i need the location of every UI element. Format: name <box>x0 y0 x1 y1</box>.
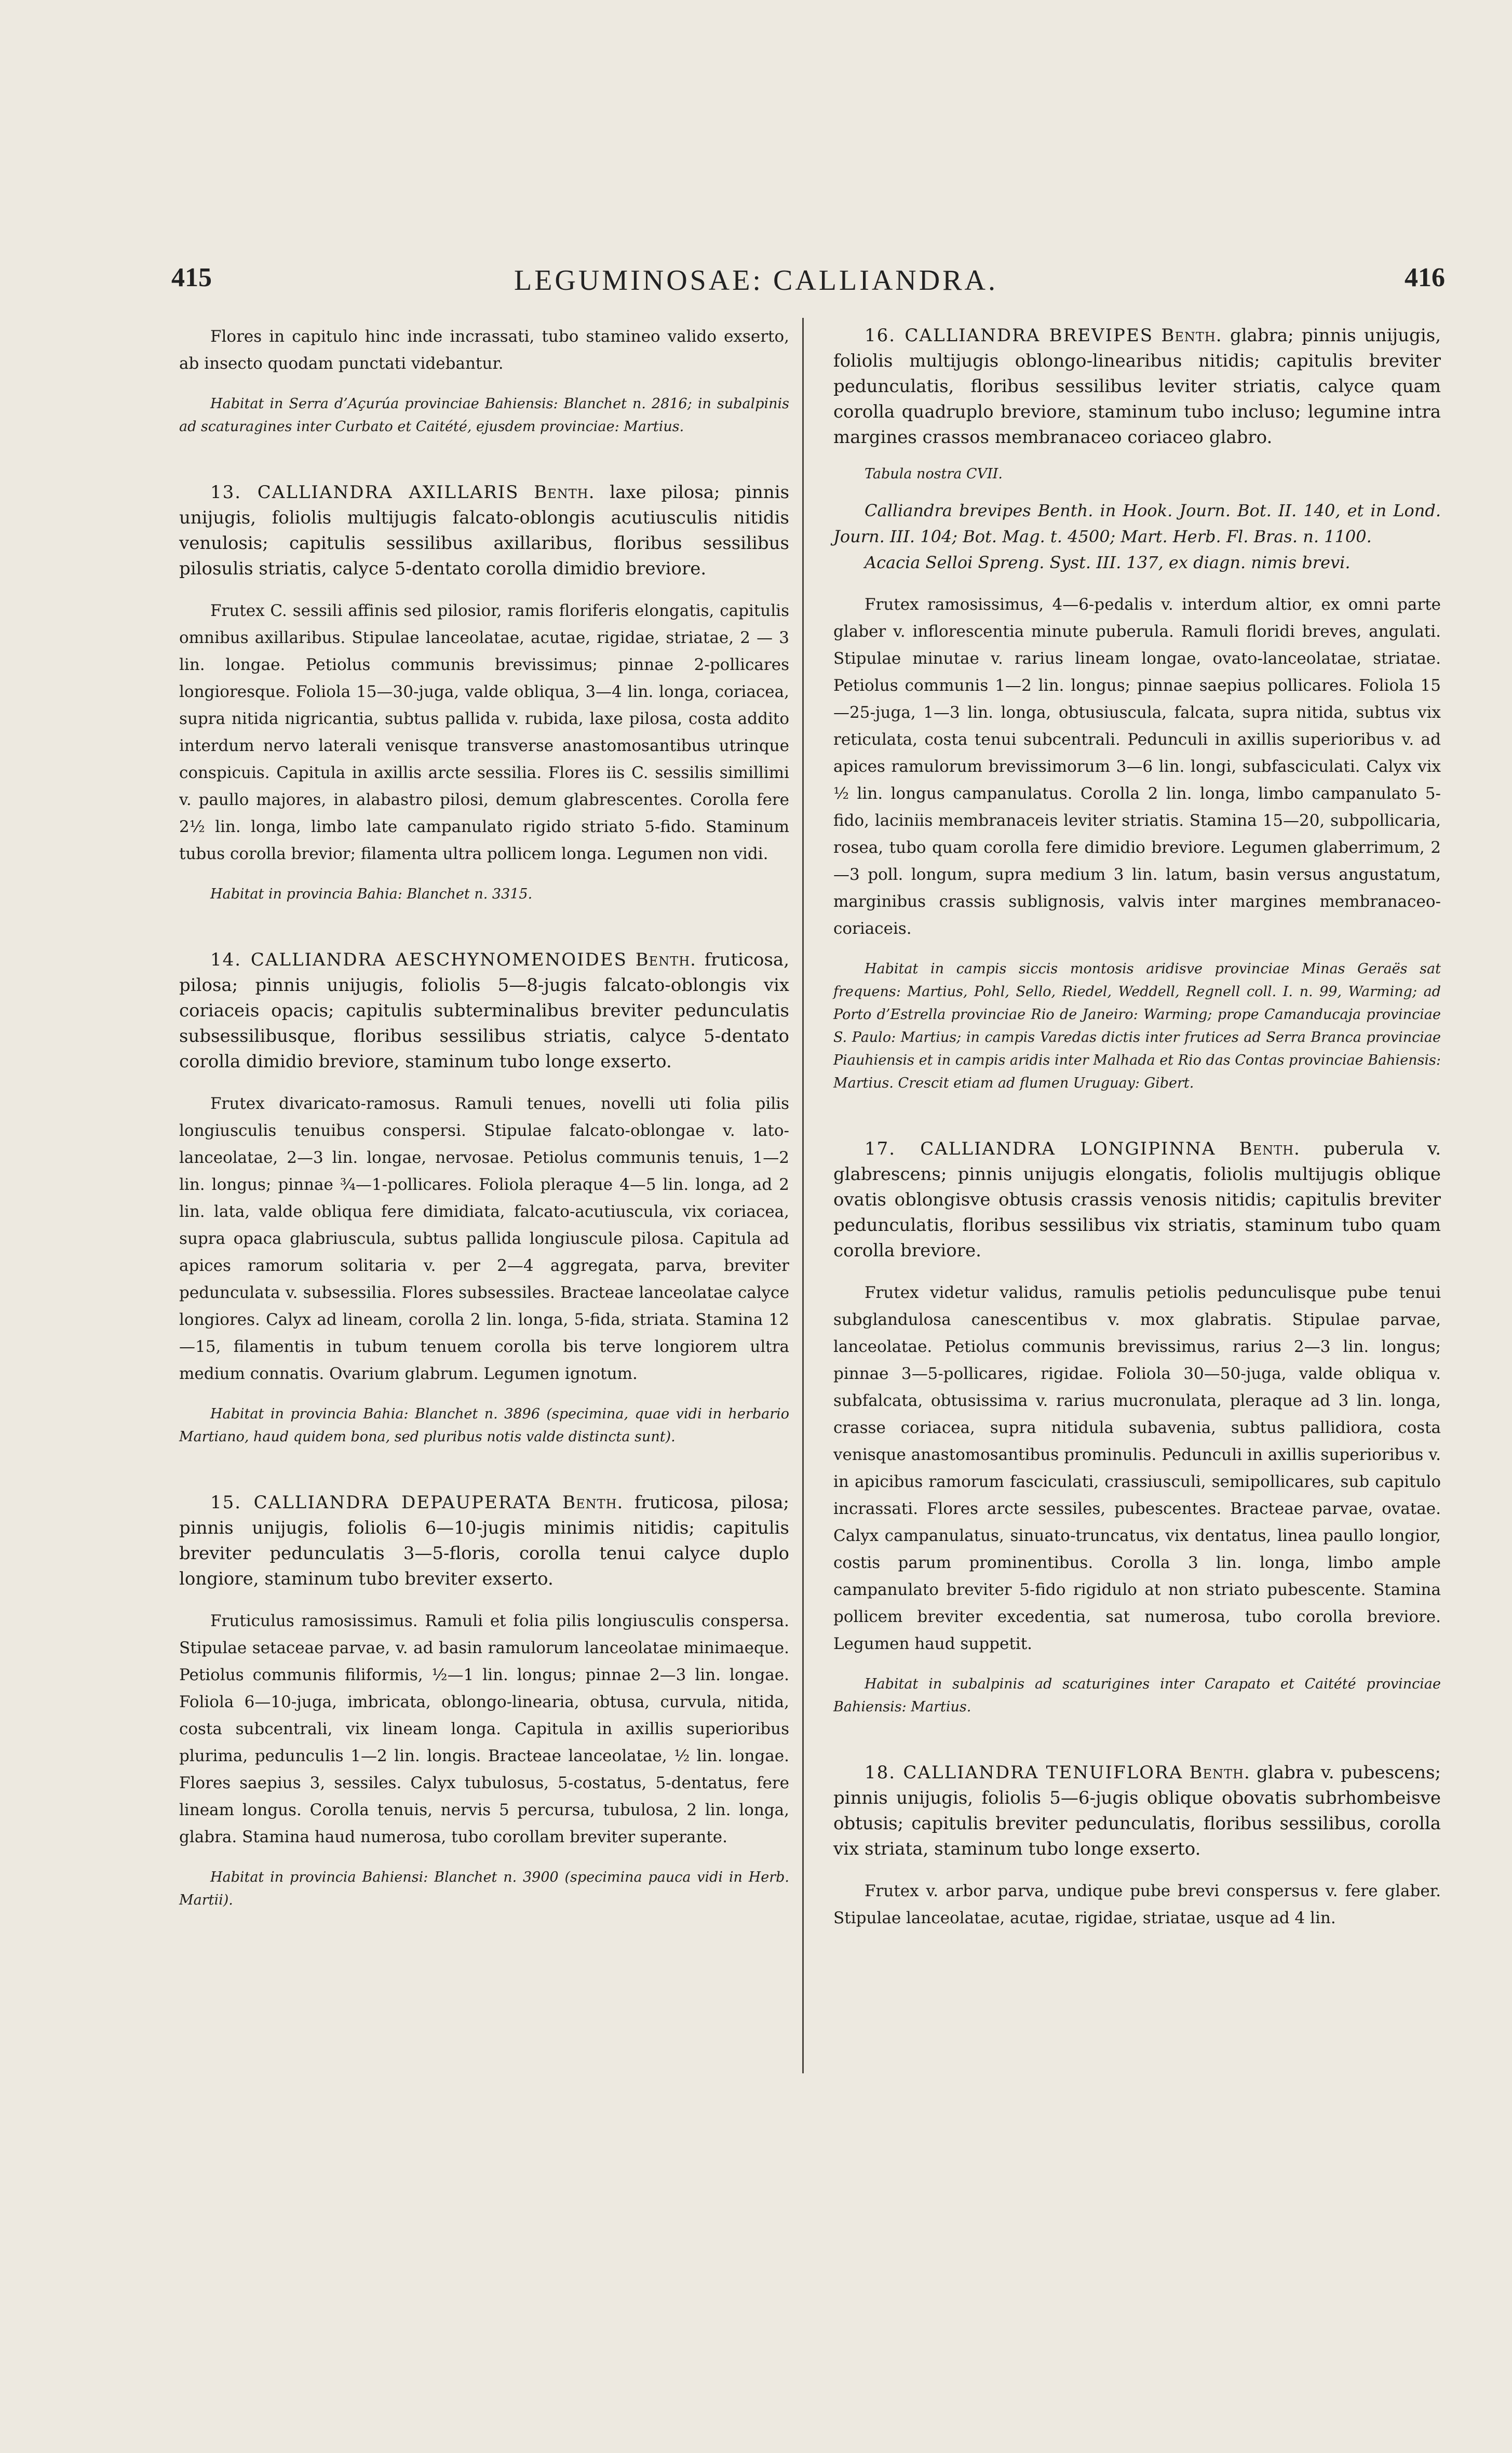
species-entry-13 <box>179 480 789 906</box>
species-diagnosis: fruticosa, pilosa; pinnis unijugis, foliolis 6—10-jugis minimis nitidis; capitulis breviter pedunculatis 3—5-floris, corolla tenui calyce duplo longiore, staminum tubo breviter exserto. <box>179 1492 790 1589</box>
species-description: Frutex C. sessili affinis sed pilosior, ramis floriferis elongatis, capitulis omnibus axillaribus. Stipulae lanceolatae, acutae, rigidae, striatae, 2 — 3 lin. longae. Petiolus communis brevissimus; pinnae 2-pollicares longioresque. Foliola 15—30-juga, valde obliqua, 3—4 lin. longa, coriacea, supra nitida nigricantia, subtus pallida v. rubida, laxe pilosa, costa addito interdum nervo laterali venisque transverse anastomosantibus utrinque conspicuis. Capitula in axillis arcte sessilia. Flores iis C. sessilis simillimi v. paullo majores, in alabastro pilosi, demum glabrescentes. Corolla fere 2½ lin. longa, limbo late campanulato rigido striato 5-fido. Staminum tubus corolla brevior; filamenta ultra pollicem longa. Legumen non vidi. <box>179 601 789 863</box>
species-description: Frutex divaricato-ramosus. Ramuli tenues, novelli uti folia pilis longiusculis tenuibus conspersi. Stipulae falcato-oblongae v. lato-lanceolatae, 2—3 lin. longae, nervosae. Petiolus communis tenuis, 1—2 lin. longus; pinnae ¾—1-pollicares. Foliola pleraque 4—5 lin. longa, ad 2 lin. lata, valde obliqua fere dimidiata, falcato-acutiuscula, vix coriacea, supra opaca glabriuscula, subtus pallida longiuscule pilosa. Capitula ad apices ramorum solitaria v. per 2—4 aggregata, parva, breviter pedunculata v. subsessilia. Flores subsessiles. Bracteae lanceolatae calyce longiores. Calyx ad lineam, corolla 2 lin. longa, 5-fida, striata. Stamina 12—15, filamentis in tubum tenuem corolla bis terve longiorem ultra medium connatis. Ovarium glabrum. Legumen ignotum. <box>179 1094 789 1383</box>
species-habitat: Habitat in provincia Bahia: Blanchet n. 3896 (specimina, quae vidi in herbario Martiano, haud quidem bona, sed pluribus notis valde distincta sunt). <box>179 1406 789 1445</box>
species-diagnosis: glabra v. pubescens; pinnis unijugis, foliolis 5—6-jugis oblique obovatis subrhombeisve obtusis; capitulis breviter pedunculatis, floribus sessilibus, corolla vix striata, staminum tubo longe exserto. <box>833 1762 1441 1859</box>
plate-reference: Tabula nostra CVII. <box>865 466 1003 482</box>
species-habitat: Habitat in campis siccis montosis aridisve provinciae Minas Geraës sat frequens: Martius, Pohl, Sello, Riedel, Weddell, Regnell coll. I. n. 99, Warming; ad Porto d’Estrella provinciae Rio de Janeiro: Warming; prope Camanducaja provinciae S. Paulo: Martius; in campis Varedas dictis inter frutices ad Serra Branca provinciae Piauhiensis et in campis aridis inter Malhada et Rio das Contas provinciae Bahiensis: Martius. Crescit etiam ad flumen Uruguay: Gibert. <box>833 961 1441 1091</box>
page-number-right: 416 <box>1405 263 1445 292</box>
species-description: Frutex ramosissimus, 4—6-pedalis v. interdum altior, ex omni parte glaber v. inflorescentia minute puberula. Ramuli floridi breves, angulati. Stipulae minutae v. rarius lineam longae, ovato-lanceolatae, striatae. Petiolus communis 1—2 lin. longus; pinnae saepius pollicares. Foliola 15—25-juga, 1—3 lin. longa, obtusiuscula, falcata, supra nitida, subtus vix reticulata, costa tenui subcentrali. Pedunculi in axillis superioribus v. ad apices ramulorum brevissimorum 3—6 lin. longi, subfasciculati. Calyx vix ½ lin. longus campanulatus. Corolla 2 lin. longa, limbo campanulato 5-fido, laciniis membranaceis leviter striatis. Stamina 15—20, subpollicaria, rosea, tubo quam corolla fere dimidio breviore. Legumen glaberrimum, 2—3 poll. longum, supra medium 3 lin. latum, basin versus angustatum, marginibus crassis sublignosis, valvis inter margines membranaceo-coriaceis. <box>833 595 1441 938</box>
species-author: Benth. <box>635 949 696 970</box>
continued-description: Flores in capitulo hinc inde incrassati, tubo stamineo valido exserto, ab insecto quodam punctati videbantur. <box>179 327 789 373</box>
species-heading: 14. CALLIANDRA AESCHYNOMENOIDES <box>210 949 627 970</box>
synonym-reference: Acacia Selloi Spreng. Syst. III. 137, ex diagn. nimis brevi. <box>865 553 1351 572</box>
species-author: Benth. <box>1161 325 1222 346</box>
species-diagnosis: fruticosa, pilosa; pinnis unijugis, foliolis 5—8-jugis falcato-oblongis vix coriaceis opacis; capitulis subterminalibus breviter pedunculatis subsessilibusque, floribus sessilibus striatis, calyce 5-dentato corolla dimidio breviore, staminum tubo longe exserto. <box>179 949 790 1072</box>
species-habitat: Habitat in provincia Bahiensi: Blanchet n. 3900 (specimina pauca vidi in Herb. Martii). <box>179 1869 789 1908</box>
species-heading: 15. CALLIANDRA DEPAUPERATA <box>210 1492 551 1513</box>
species-diagnosis: glabra; pinnis unijugis, foliolis multijugis oblongo-linearibus nitidis; capitulis breviter pedunculatis, floribus sessilibus leviter striatis, calyce quam corolla quadruplo breviore, staminum tubo incluso; legumine intra margines crassos membranaceo coriaceo glabro. <box>833 325 1441 448</box>
species-entry-17 <box>833 1136 1441 1719</box>
running-title: LEGUMINOSAE: CALLIANDRA. <box>514 264 998 297</box>
species-habitat: Habitat in subalpinis ad scaturigines inter Carapato et Caitété provinciae Bahiensis: Martius. <box>833 1676 1441 1715</box>
species-heading: 17. CALLIANDRA LONGIPINNA <box>865 1138 1216 1159</box>
page-number-left: 415 <box>171 263 212 292</box>
left-column <box>179 323 789 1912</box>
species-entry-18 <box>833 1760 1441 1932</box>
species-author: Benth. <box>562 1492 624 1513</box>
synonym-reference: Calliandra brevipes Benth. in Hook. Journ. Bot. II. 140, et in Lond. Journ. III. 104; Bot. Mag. t. 4500; Mart. Herb. Fl. Bras. n. 1100. <box>833 501 1441 546</box>
species-author: Benth. <box>1189 1762 1250 1783</box>
species-diagnosis: laxe pilosa; pinnis unijugis, foliolis multijugis falcato-oblongis acutiusculis nitidis venulosis; capitulis sessilibus axillaribus, floribus sessilibus pilosulis striatis, calyce 5-dentato corolla dimidio breviore. <box>179 482 790 579</box>
species-entry-15 <box>179 1490 789 1912</box>
species-author: Benth. <box>534 482 595 503</box>
species-description: Frutex videtur validus, ramulis petiolis pedunculisque pube tenui subglandulosa canescentibus v. mox glabratis. Stipulae parvae, lanceolatae. Petiolus communis brevissimus, rarius 2—3 lin. longus; pinnae 3—5-pollicares, rigidae. Foliola 30—50-juga, valde obliqua v. subfalcata, obtusissima v. rarius mucronulata, pleraque ad 3 lin. longa, crasse coriacea, supra nitidula subavenia, subtus pallidiora, costa venisque anastomosantibus prominulis. Pedunculi in axillis superioribus v. in apicibus ramorum fasciculati, crassiusculi, semipollicares, sub capitulo incrassati. Flores arcte sessiles, pubescentes. Bracteae parvae, ovatae. Calyx campanulatus, sinuato-truncatus, vix dentatus, linea paullo longior, costis parum prominentibus. Corolla 3 lin. longa, limbo ample campanulato breviter 5-fido rigidulo at non striato pubescente. Stamina pollicem breviter excedentia, sat numerosa, tubo corolla breviore. Legumen haud suppetit. <box>833 1283 1441 1653</box>
species-heading: 18. CALLIANDRA TENUIFLORA <box>865 1762 1183 1783</box>
species-habitat: Habitat in provincia Bahia: Blanchet n. 3315. <box>210 886 533 902</box>
species-diagnosis: puberula v. glabrescens; pinnis unijugis elongatis, foliolis multijugis oblique ovatis oblongisve obtusis crassis venosis nitidis; capitulis breviter pedunculatis, floribus sessilibus vix striatis, staminum tubo quam corolla breviore. <box>833 1138 1441 1261</box>
species-author: Benth. <box>1239 1138 1300 1159</box>
species-entry-16 <box>833 323 1441 1095</box>
right-column <box>833 323 1441 1932</box>
species-description: Frutex v. arbor parva, undique pube brevi conspersus v. fere glaber. Stipulae lanceolatae, acutae, rigidae, striatae, usque ad 4 lin. <box>833 1882 1441 1927</box>
species-entry-14 <box>179 947 789 1449</box>
continued-habitat: Habitat in Serra d’Açurúa provinciae Bahiensis: Blanchet n. 2816; in subalpinis ad scaturagines inter Curbato et Caitété, ejusdem provinciae: Martius. <box>179 396 789 435</box>
species-description: Fruticulus ramosissimus. Ramuli et folia pilis longiusculis conspersa. Stipulae setaceae parvae, v. ad basin ramulorum lanceolatae minimaeque. Petiolus communis filiformis, ½—1 lin. longus; pinnae 2—3 lin. longae. Foliola 6—10-juga, imbricata, oblongo-linearia, obtusa, curvula, nitida, costa subcentrali, vix lineam longa. Capitula in axillis superioribus plurima, pedunculis 1—2 lin. longis. Bracteae lanceolatae, ½ lin. longae. Flores saepius 3, sessiles. Calyx tubulosus, 5-costatus, 5-dentatus, fere lineam longus. Corolla tenuis, nervis 5 percursa, tubulosa, 2 lin. longa, glabra. Stamina haud numerosa, tubo corollam breviter superante. <box>179 1612 789 1846</box>
species-heading: 13. CALLIANDRA AXILLARIS <box>210 482 519 503</box>
column-divider <box>802 318 804 2073</box>
species-heading: 16. CALLIANDRA BREVIPES <box>865 325 1153 346</box>
